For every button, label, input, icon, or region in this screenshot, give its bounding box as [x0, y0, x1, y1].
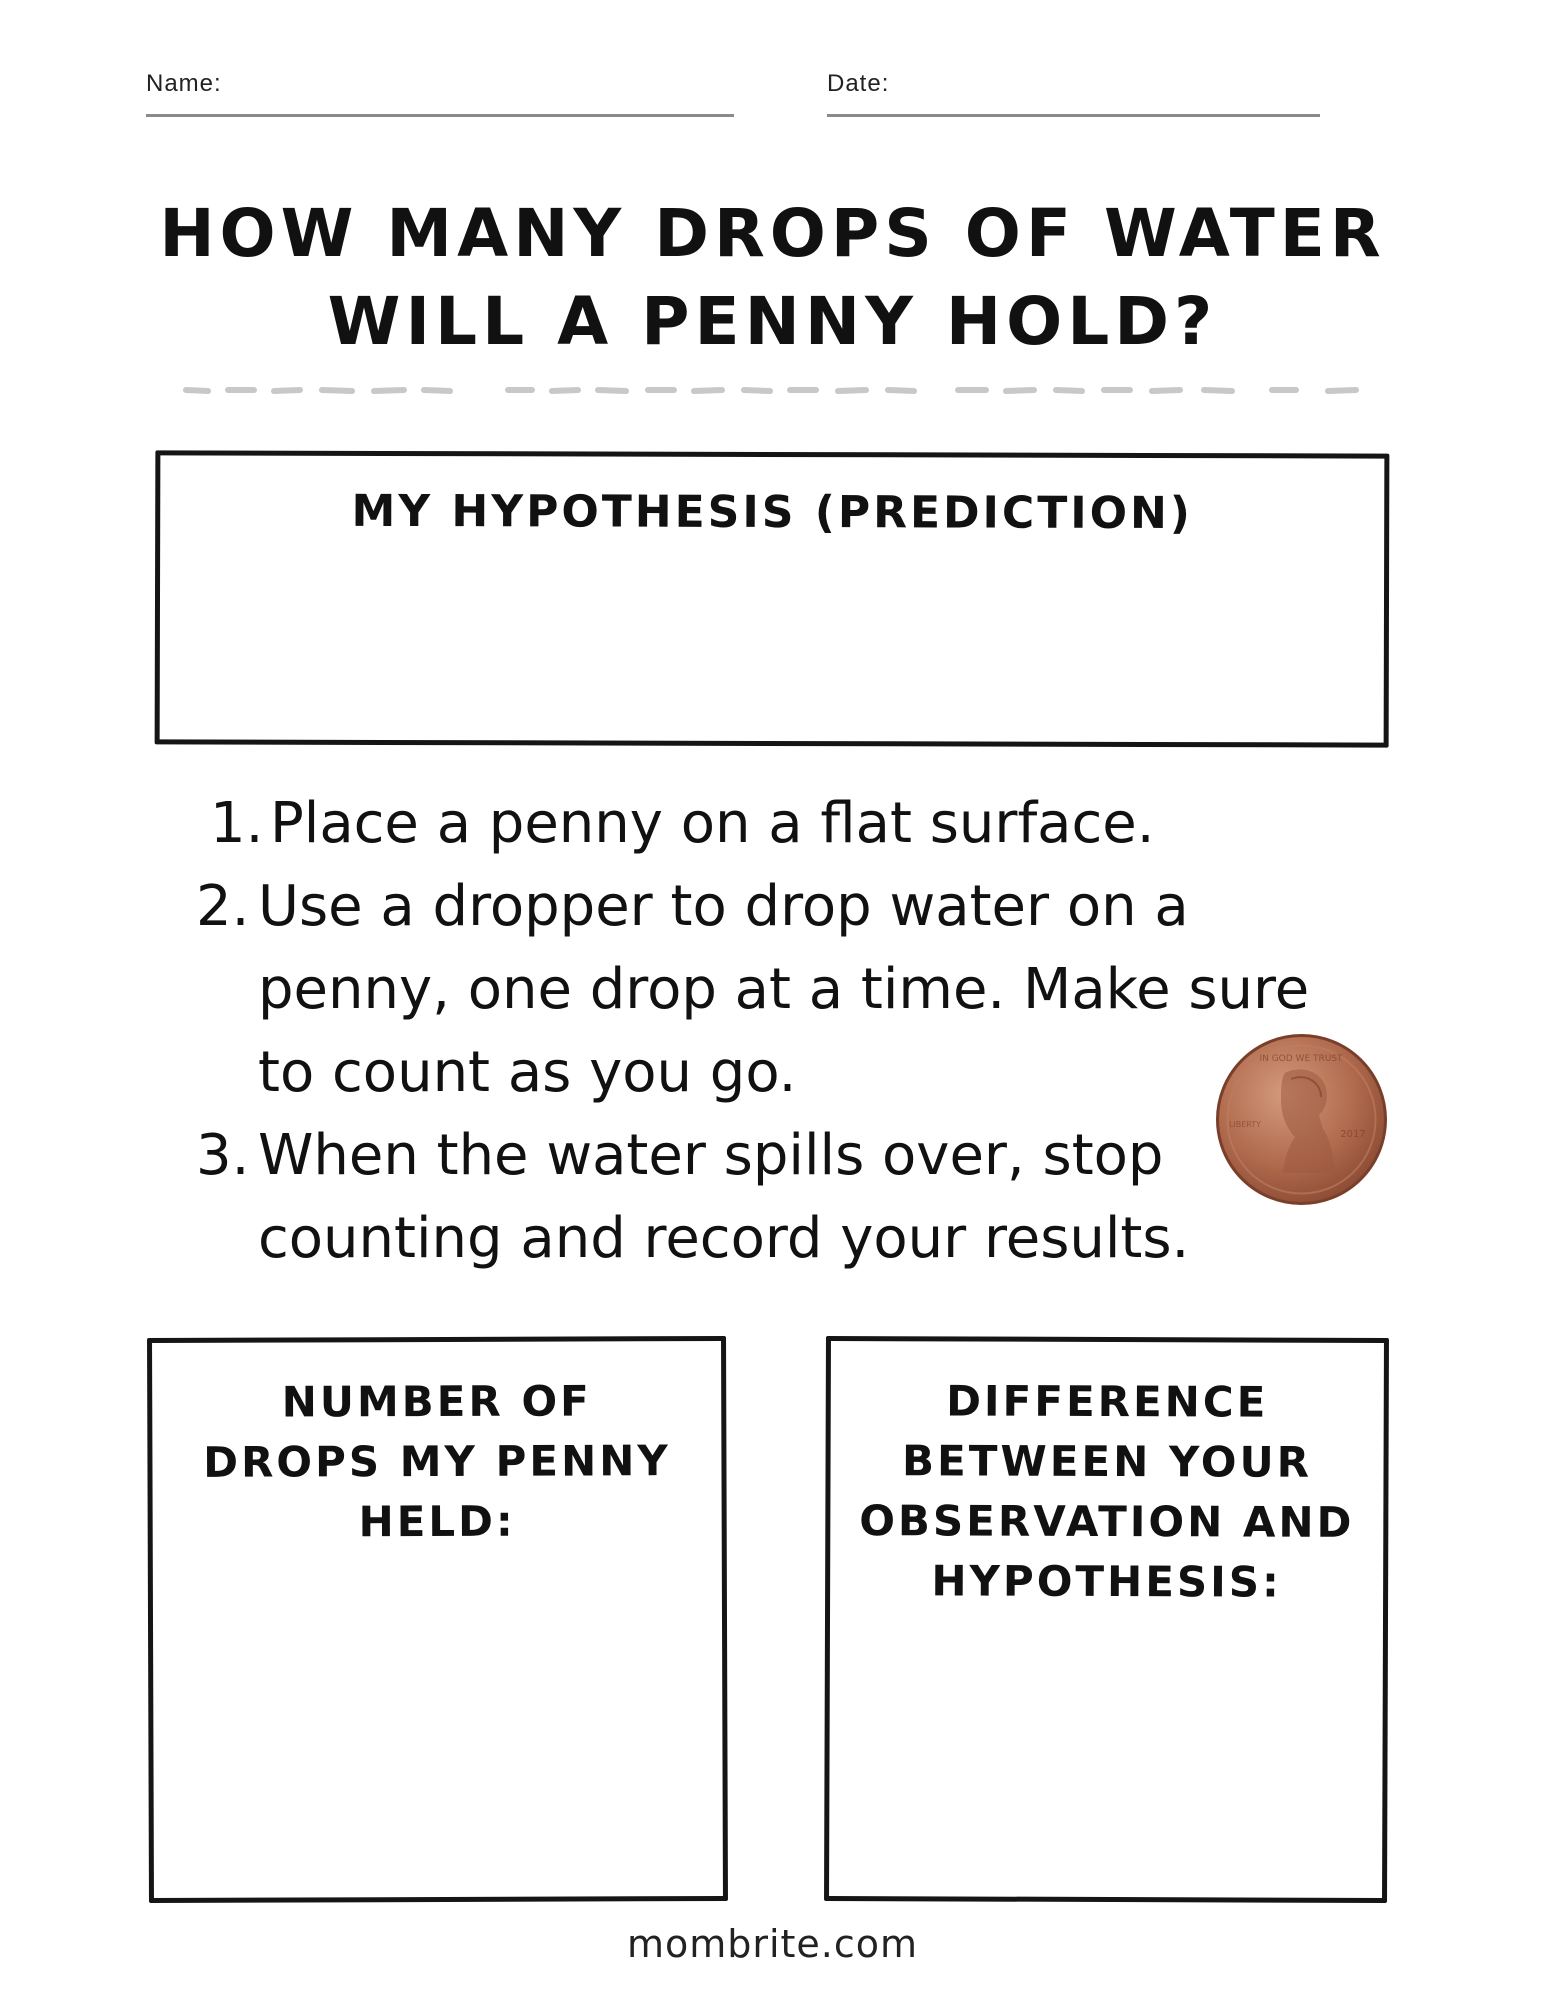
svg-text:IN GOD WE TRUST: IN GOD WE TRUST — [1259, 1054, 1343, 1064]
step-text-line: Place a penny on a flat surface. — [270, 791, 1155, 856]
difference-box[interactable] — [824, 1336, 1389, 1903]
step-text-line: Use a dropper to drop water on a — [258, 874, 1189, 939]
date-label: Date: — [827, 70, 890, 97]
title-line-1: HOW MANY DROPS OF WATER — [159, 195, 1386, 272]
title-line-2: WILL A PENNY HOLD? — [327, 283, 1218, 360]
step-number: 3. — [196, 1123, 250, 1188]
heading-line: HYPOTHESIS: — [931, 1556, 1282, 1607]
difference-heading — [830, 1371, 1384, 1613]
dashed-divider — [182, 384, 1362, 396]
date-field-line[interactable] — [827, 114, 1320, 117]
heading-line: OBSERVATION AND — [859, 1496, 1355, 1547]
step-number: 1. — [210, 791, 264, 856]
drops-count-box[interactable] — [147, 1336, 728, 1903]
hypothesis-box[interactable] — [155, 450, 1390, 747]
name-field-line[interactable] — [146, 114, 734, 117]
step-text-line: When the water spills over, stop — [258, 1123, 1164, 1188]
step-item — [196, 1114, 1376, 1280]
penny-icon — [1215, 1033, 1388, 1206]
drops-count-heading — [152, 1371, 722, 1553]
heading-line: HELD: — [358, 1496, 516, 1547]
svg-text:LIBERTY: LIBERTY — [1228, 1120, 1262, 1129]
step-item — [196, 865, 1376, 1114]
hypothesis-heading: MY HYPOTHESIS (PREDICTION) — [351, 485, 1194, 540]
step-text-line: counting and record your results. — [258, 1206, 1190, 1271]
worksheet-title — [0, 190, 1545, 366]
step-number: 2. — [196, 874, 250, 939]
step-text-line: penny, one drop at a time. Make sure — [258, 957, 1310, 1022]
svg-text:2017: 2017 — [1340, 1129, 1366, 1140]
heading-line: DIFFERENCE — [946, 1376, 1269, 1427]
heading-line: DROPS MY PENNY — [203, 1436, 671, 1487]
step-item — [196, 782, 1376, 865]
heading-line: BETWEEN YOUR — [902, 1436, 1313, 1487]
step-text-line: to count as you go. — [258, 1040, 797, 1105]
heading-line: NUMBER OF — [281, 1376, 592, 1427]
instruction-steps — [196, 782, 1376, 1280]
name-label: Name: — [146, 70, 222, 97]
footer-website: mombrite.com — [626, 1922, 919, 1966]
